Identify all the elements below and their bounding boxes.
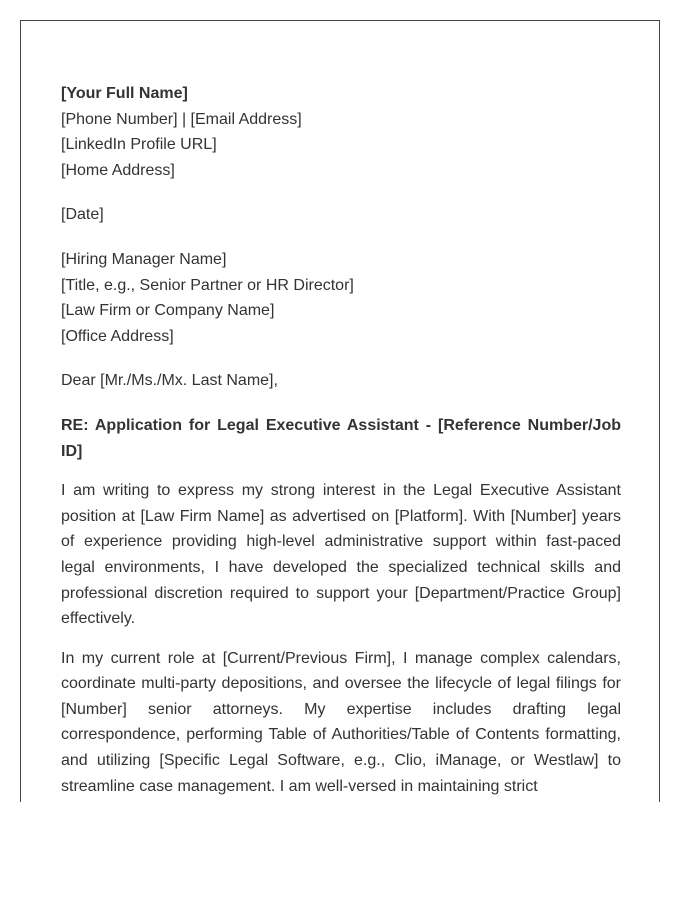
salutation: Dear [Mr./Ms./Mx. Last Name], [61,372,278,390]
paragraph-intro: I am writing to express my strong interest in the Legal Executive Assistant position at [Law Firm Name] as advertised on [Platform]. With [Number] years of experience providing high-level administrative support within fast-paced legal environments, I have developed the specialized technical skills and professional discretion required to support your [Department/Practice Group] effectively. [61,482,621,628]
recipient-address: [Office Address] [61,327,174,345]
paragraph-experience: In my current role at [Current/Previous Firm], I manage complex calendars, coordinate multi-party depositions, and oversee the lifecycle of legal filings for [Number] senior attorneys. My expertise includes drafting legal correspondence, performing Table of Authorities/Table of Contents formatting, and utilizing [Specific Legal Software, e.g., Clio, iManage, or Westlaw] to streamline case management. I am well-versed in maintaining strict [61,649,621,795]
recipient-name: [Hiring Manager Name] [61,250,227,268]
sender-name: [Your Full Name] [61,85,188,102]
sender-block [61,81,621,183]
sender-linkedin: [LinkedIn Profile URL] [61,136,217,154]
subject-line: RE: Application for Legal Executive Assistant - [Reference Number/Job ID] [61,416,621,460]
sender-contact: [Phone Number] | [Email Address] [61,110,302,128]
letter-date: [Date] [61,206,104,224]
sender-address: [Home Address] [61,161,175,179]
salutation-block [61,368,621,394]
date-block [61,202,621,228]
recipient-title: [Title, e.g., Senior Partner or HR Director] [61,276,354,294]
recipient-block [61,247,621,349]
letter-body [61,81,621,802]
document-page [20,20,660,802]
recipient-company: [Law Firm or Company Name] [61,302,275,320]
